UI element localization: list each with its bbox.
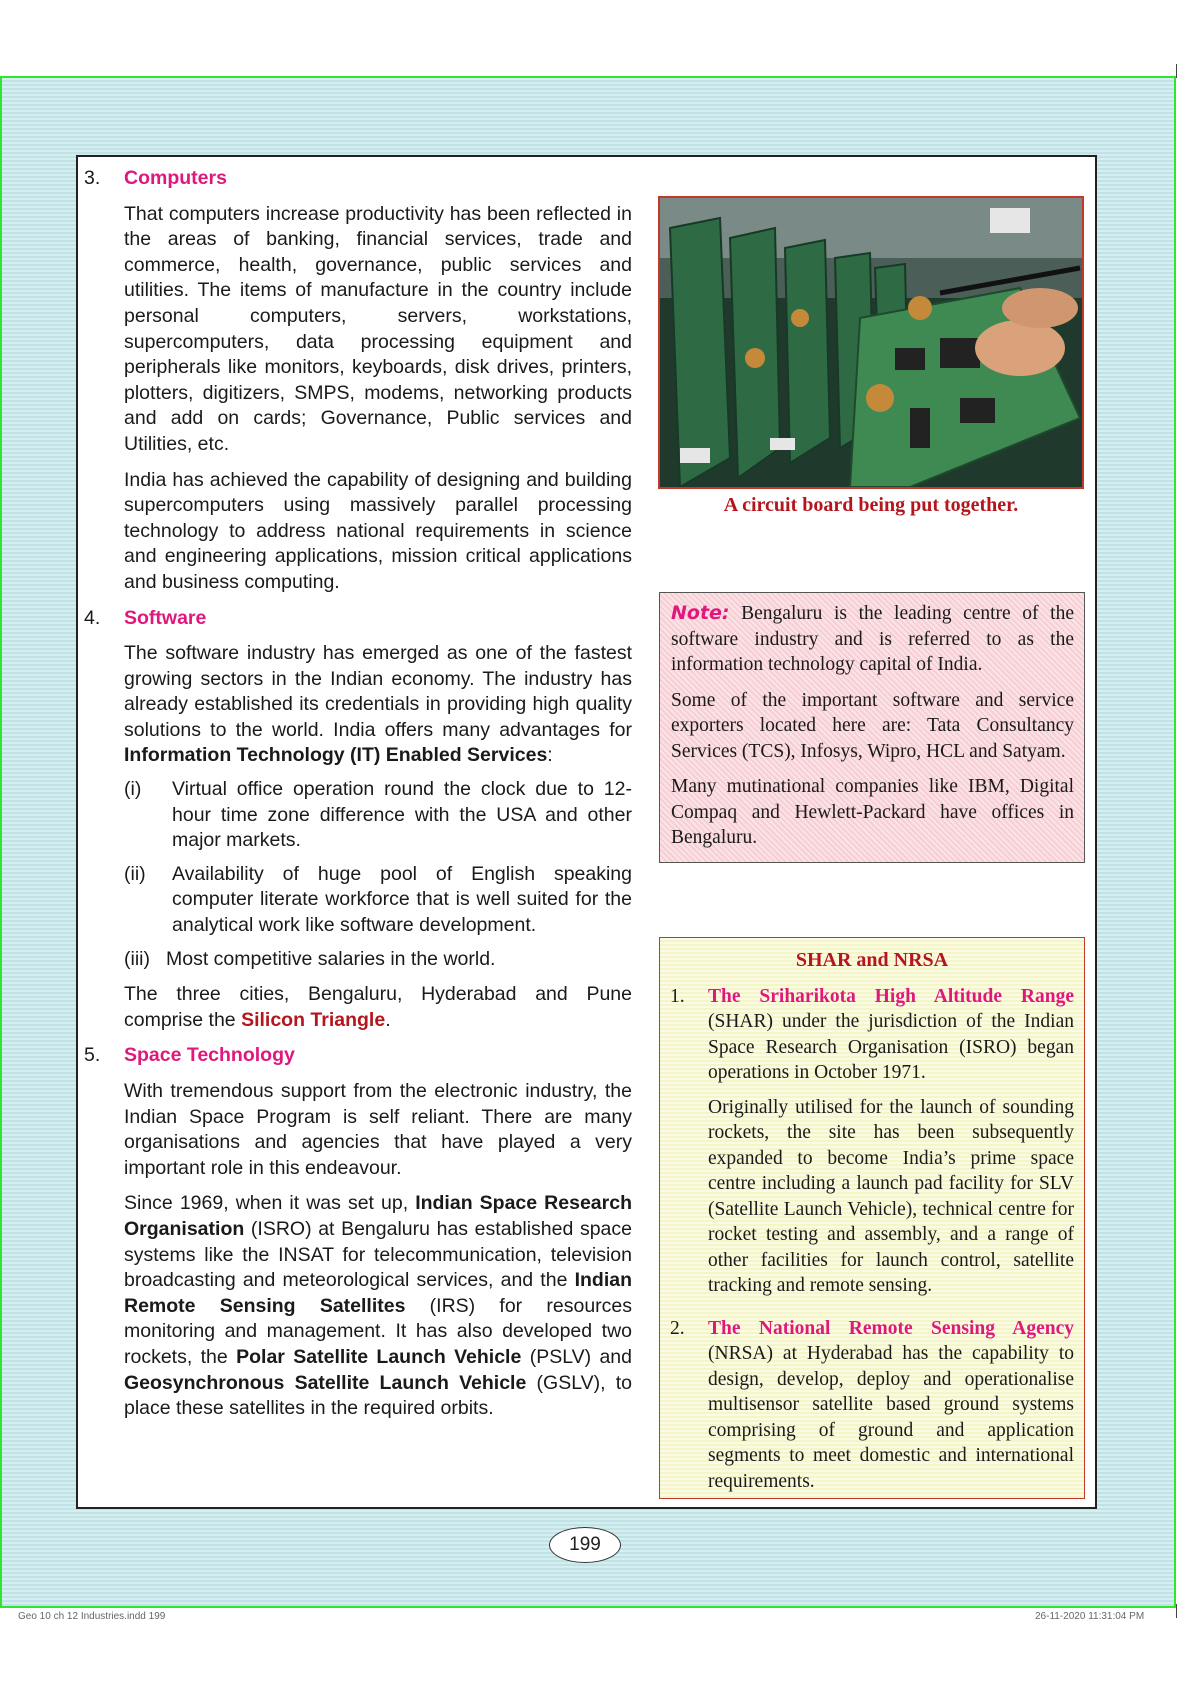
photo-caption: A circuit board being put together. <box>723 494 1019 516</box>
footer-file-name: Geo 10 ch 12 Industries.indd 199 <box>18 1611 166 1622</box>
paragraph: The three cities, Bengaluru, Hyderabad and Pune comprise the Silicon Triangle. <box>124 983 632 1031</box>
list-item: (ii) Availability of huge pool of English speaking computer literate workforce that is well suited for the analytical work like software development. <box>124 862 632 937</box>
section-computers <box>84 166 632 596</box>
paragraph: Since 1969, when it was set up, Indian Space Research Organisation (ISRO) at Bengaluru has established space systems like the INSAT for telecommunication, television broadcasting and meteorological services, and the Indian Remote Sensing Satellites (IRS) for resources monitoring and management. It has also developed two rockets, the Polar Satellite Launch Vehicle (PSLV) and Geosynchronous Satellite Launch Vehicle (GSLV), to place these satellites in the required orbits. <box>124 1192 633 1420</box>
box-item: 1. The Sriharikota High Altitude Range (SHAR) under the jurisdiction of the Indian Space Research Organisation (ISRO) began operations in October 1971. Originally utilised for the launch of sounding rockets, the site has been subsequently expanded to become India’s prime space centre including a launch pad facility for SLV (Satellite Launch Vehicle), technical centre for rocket testing and assembly, and a range of other facilities for launch control, satellite tracking and remote sensing. <box>670 985 1074 1296</box>
note-box <box>659 592 1085 863</box>
shar-nrsa-box <box>659 937 1085 1499</box>
paragraph: The software industry has emerged as one of the fastest growing sectors in the Indian economy. The industry has already established its credentials in providing high quality solutions to the world. India offers many advantages for Information Technology (IT) Enabled Services: <box>124 642 632 767</box>
paragraph: India has achieved the capability of designing and building supercomputers using massively parallel processing technology to address national requirements in science and engineering applications, mission critical applications and business computing. <box>124 468 632 593</box>
note-label: Note: <box>671 602 730 624</box>
section-heading: Software <box>124 606 207 629</box>
crop-mark <box>1176 1604 1177 1618</box>
section-number: 5. <box>84 1044 101 1067</box>
section-space-technology <box>84 1043 632 1421</box>
note-paragraph: Note: Bengaluru is the leading centre of the software industry and is referred to as the information technology capital of India. <box>671 602 1074 675</box>
box-title: SHAR and NRSA <box>795 949 949 971</box>
section-software <box>84 606 632 1034</box>
list-item: (iii) Most competitive salaries in the world. <box>124 947 496 970</box>
section-heading: Space Technology <box>124 1044 295 1067</box>
circuit-board-photo <box>658 196 1084 489</box>
footer-timestamp: 26-11-2020 11:31:04 PM <box>1035 1611 1145 1622</box>
paragraph: That computers increase productivity has been reflected in the areas of banking, financial services, trade and commerce, health, governance, public services and utilities. The items of manufacture in the country include personal computers, servers, workstations, supercomputers, data processing equipment and peripherals like monitors, keyboards, disk drives, printers, plotters, digitizers, SMPS, modems, networking products and add on cards; Governance, Public services and Utilities, etc. <box>124 202 632 455</box>
crop-mark <box>1176 64 1177 78</box>
page-number: 199 <box>549 1527 621 1563</box>
note-paragraph: Many mutinational companies like IBM, Digital Compaq and Hewlett-Packard have offices in Bengaluru. <box>671 776 1074 848</box>
section-heading: Computers <box>124 167 227 189</box>
section-number: 4. <box>84 606 101 629</box>
main-text-column <box>84 158 632 1422</box>
section-number: 3. <box>84 167 101 189</box>
note-paragraph: Some of the important software and service exporters located here are: Tata Consultancy Services (TCS), Infosys, Wipro, HCL and Satyam. <box>671 689 1074 762</box>
box-item: 2. The National Remote Sensing Agency (NRSA) at Hyderabad has the capability to design, develop, deploy and operationalise multisensor satellite based ground systems comprising of ground and application segments to meet domestic and international requirements. <box>670 1317 1074 1492</box>
list-item: (i) Virtual office operation round the clock due to 12-hour time zone difference with the USA and other major markets. <box>124 778 632 852</box>
paragraph: With tremendous support from the electronic industry, the Indian Space Program is self reliant. There are many organisations and agencies that have played a very important role in this endeavour. <box>124 1080 632 1179</box>
advantages-list <box>124 777 632 972</box>
